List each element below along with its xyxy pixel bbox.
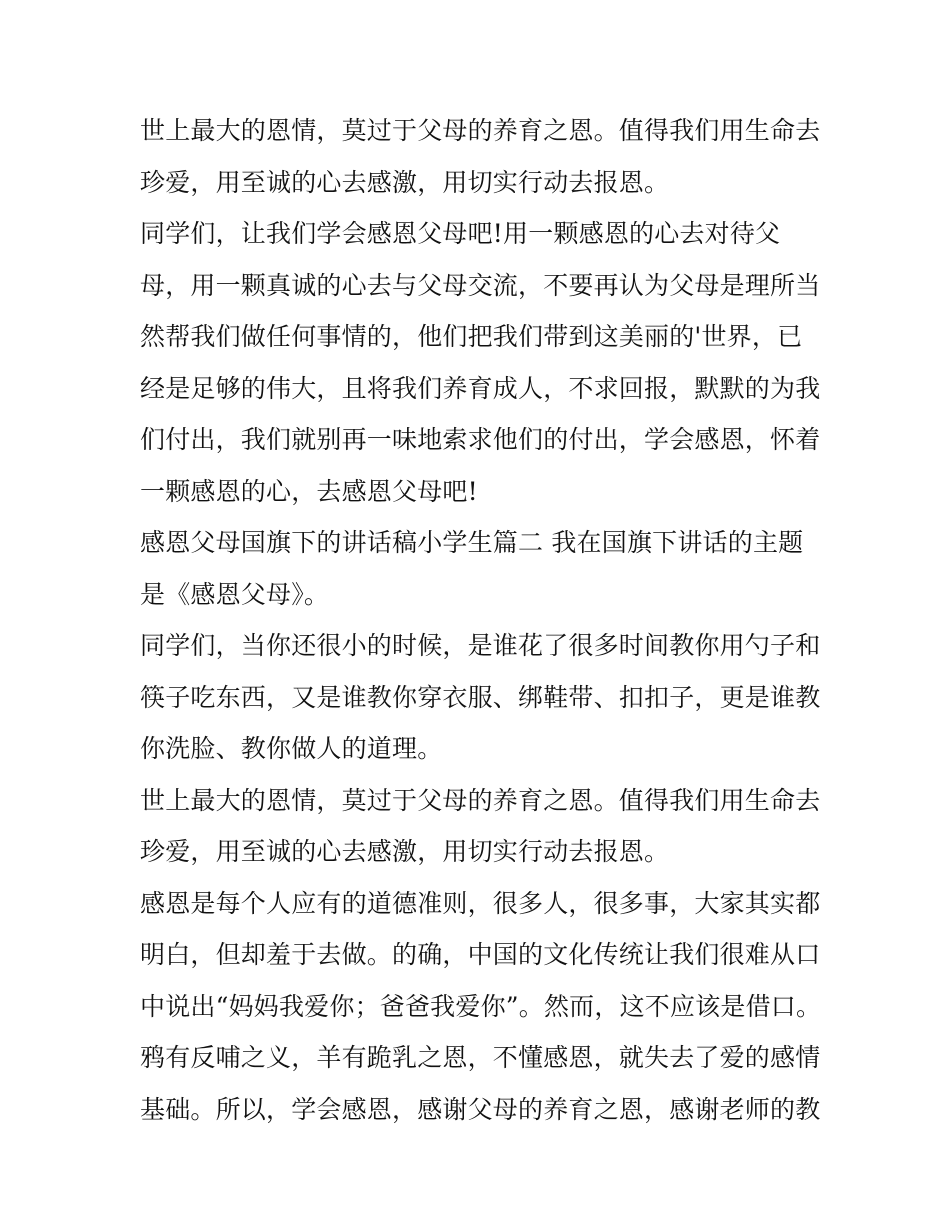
text-line: 明白，但却羞于去做。的确，中国的文化传统让我们很难从口	[140, 940, 821, 969]
text-line: 感恩是每个人应有的道德准则，很多人，很多事，大家其实都	[140, 888, 821, 918]
text-line: 经是足够的伟大，且将我们养育成人，不求回报，默默的为我	[140, 373, 821, 403]
text-line: 珍爱，用至诚的心去感激，用切实行动去报恩。	[140, 837, 670, 866]
text-line: 世上最大的恩情，莫过于父母的养育之恩。值得我们用生命去	[140, 785, 821, 815]
text-line: 同学们，当你还很小的时候，是谁花了很多时间教你用勺子和	[140, 631, 821, 660]
text-line: 你洗脸、教你做人的道理。	[140, 734, 443, 763]
text-line: 同学们，让我们学会感恩父母吧!用一颗感恩的心去对待父	[140, 219, 781, 248]
text-line: 中说出“妈妈我爱你；爸爸我爱你”。然而，这不应该是借口。	[140, 991, 822, 1021]
text-line: 鸦有反哺之义，羊有跪乳之恩，不懂感恩，就失去了爱的感情	[140, 1043, 821, 1072]
text-line: 世上最大的恩情，莫过于父母的养育之恩。值得我们用生命去	[140, 116, 821, 145]
text-line: 是《感恩父母》。	[140, 579, 330, 609]
text-line: 一颗感恩的心，去感恩父母吧!	[140, 476, 478, 506]
text-line: 基础。所以，学会感恩，感谢父母的养育之恩，感谢老师的教	[140, 1094, 821, 1124]
section-heading-line: 感恩父母国旗下的讲话稿小学生篇二 我在国旗下讲话的主题	[140, 528, 804, 557]
text-line: 然帮我们做任何事情的，他们把我们带到这美丽的'世界，已	[140, 322, 803, 351]
body-text	[140, 105, 820, 1135]
text-line: 母，用一颗真诚的心去与父母交流，不要再认为父母是理所当	[140, 270, 821, 300]
text-line: 珍爱，用至诚的心去感激，用切实行动去报恩。	[140, 167, 670, 197]
text-line: 筷子吃东西，又是谁教你穿衣服、绑鞋带、扣扣子，更是谁教	[140, 682, 821, 712]
text-line: 们付出，我们就别再一味地索求他们的付出，学会感恩，怀着	[140, 425, 821, 454]
